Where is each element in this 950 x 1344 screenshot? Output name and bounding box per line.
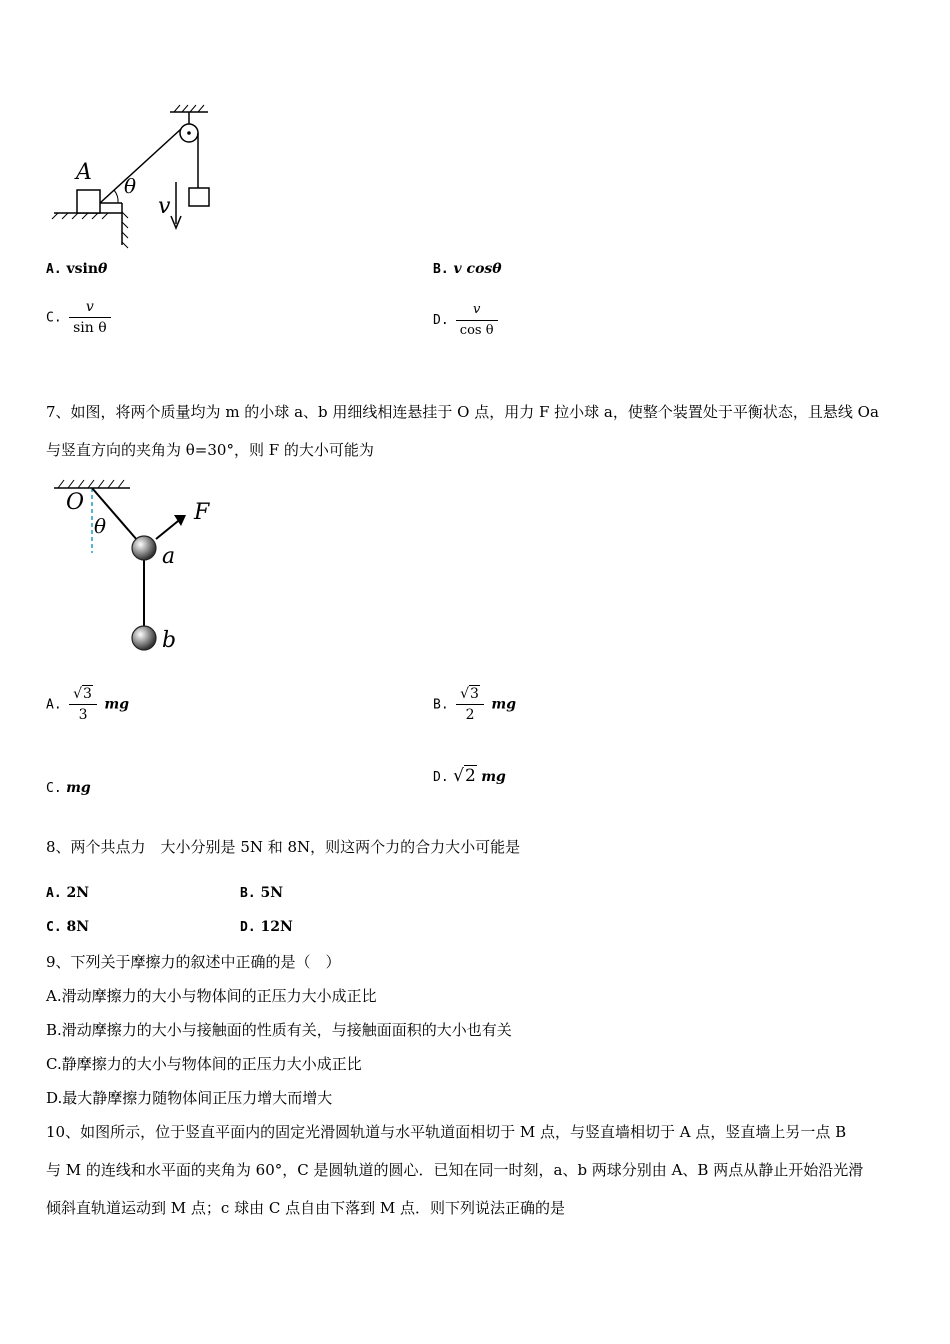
q7-stem-line1: 7、如图，将两个质量均为 m 的小球 a、b 用细线相连悬挂于 O 点，用力 F 拉小球 a，使整个装置处于平衡状态，且悬线 Oa: [46, 403, 879, 421]
theta-label: θ: [94, 514, 107, 538]
block-a-label: A: [76, 160, 92, 185]
q10-stem-line3: 倾斜直轨道运动到 M 点；c 球由 C 点自由下落到 M 点．则下列说法正确的是: [46, 1199, 565, 1217]
option-c[interactable]: C. 8N: [46, 919, 90, 935]
option-a[interactable]: A.滑动摩擦力的大小与物体间的正压力大小成正比: [46, 987, 377, 1005]
point-o-label: O: [66, 490, 85, 515]
option-c[interactable]: C. mg: [46, 780, 91, 796]
option-b[interactable]: B.滑动摩擦力的大小与接触面的性质有关，与接触面面积的大小也有关: [46, 1021, 512, 1039]
q10-stem-line1: 10、如图所示，位于竖直平面内的固定光滑圆轨道与水平轨道面相切于 M 点，与竖直墙相切于 A 点，竖直墙上另一点 B: [46, 1123, 847, 1141]
option-b[interactable]: B. $\frac{√3}{2}$ mg: [433, 686, 517, 723]
velocity-label: v: [158, 194, 171, 219]
fraction: $\frac{v}{\text{cos θ}}$: [456, 300, 498, 341]
q7-stem-line2: 与竖直方向的夹角为 θ=30°，则 F 的大小可能为: [46, 441, 374, 459]
option-c[interactable]: C.静摩擦力的大小与物体间的正压力大小成正比: [46, 1055, 362, 1073]
fraction: $\frac{√3}{3}$: [69, 684, 97, 725]
option-d[interactable]: D. $\frac{v}{\text{cos θ}}$: [433, 300, 501, 341]
option-d[interactable]: D. 12N: [240, 919, 293, 935]
option-b[interactable]: B. 5N: [240, 885, 284, 901]
q10-stem-line2: 与 M 的连线和水平面的夹角为 60°，C 是圆轨道的圆心．已知在同一时刻，a、b 两球分别由 A、B 两点从静止开始沿光滑: [46, 1161, 864, 1179]
option-d[interactable]: D.最大静摩擦力随物体间正压力增大而增大: [46, 1089, 333, 1107]
q9-stem: 9、下列关于摩擦力的叙述中正确的是（ ）: [46, 953, 341, 971]
option-b[interactable]: B. v cosθ: [433, 261, 502, 277]
ball-b-label: b: [162, 628, 177, 653]
theta-label: θ: [124, 174, 137, 198]
fraction: $\frac{√3}{2}$: [456, 684, 484, 725]
q8-stem: 8、两个共点力 大小分别是 5N 和 8N，则这两个力的合力大小可能是: [46, 838, 521, 856]
option-a[interactable]: A. 2N: [46, 885, 90, 901]
option-d[interactable]: D. √2 mg: [433, 766, 506, 786]
option-a[interactable]: A. vsinθ: [46, 261, 108, 277]
force-f-label: F: [194, 500, 210, 525]
ball-a-label: a: [162, 544, 176, 569]
fraction: $\frac{v}{\text{sin θ}}$: [69, 297, 111, 338]
option-c[interactable]: C. $\frac{v}{\text{sin θ}}$: [46, 297, 114, 338]
option-a[interactable]: A. $\frac{√3}{3}$ mg: [46, 686, 130, 723]
